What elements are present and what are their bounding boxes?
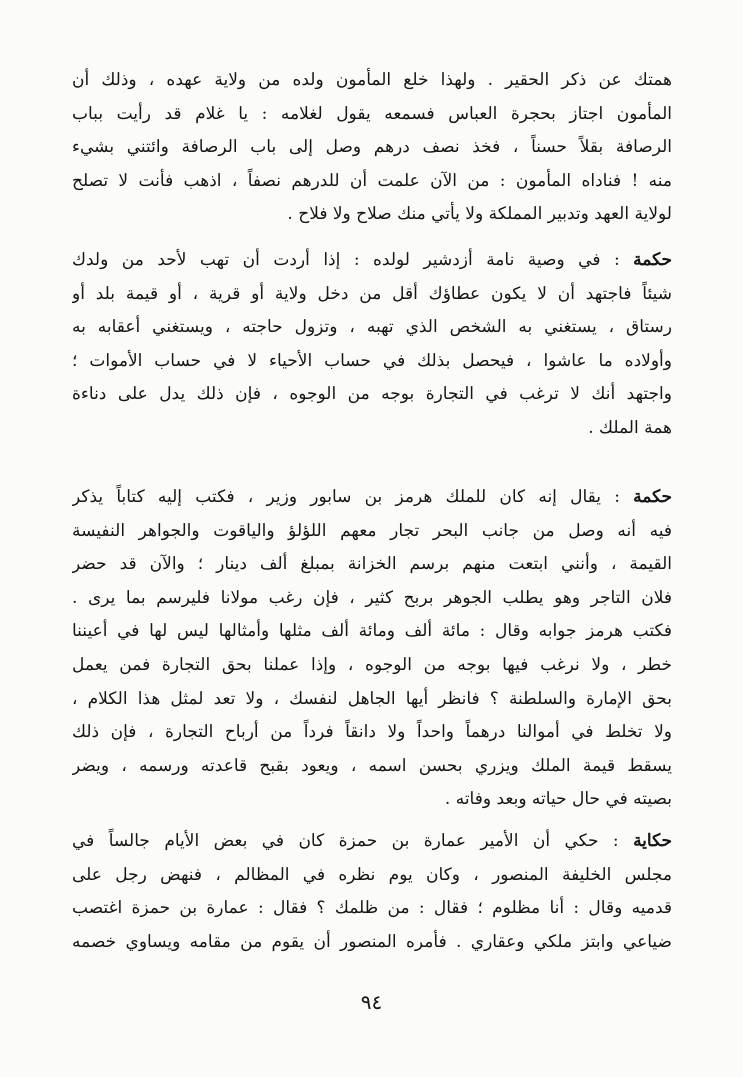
text-line: وأولاده ما عاشوا ، فيحصل بذلك في حساب الأحياء لا في حساب الأموات ؛	[72, 350, 672, 371]
text-line	[72, 481, 672, 515]
text-line: قدميه وقال : أنا مظلوم ؛ فقال : من ظلمك ؟ فقال : عمارة بن حمزة اغتصب	[72, 898, 672, 919]
section-heading: حكمة	[633, 487, 672, 507]
text-run: : في وصية نامة أزدشير لولده : إذا أردت أن تهب لأحد من ولدك	[72, 250, 634, 270]
text-line: بحق الإمارة والسلطنة ؟ فانظر أيها الجاهل لنفسك ، ولا تعد لمثل هذا الكلام ،	[72, 688, 672, 709]
text-line	[72, 244, 672, 278]
paragraph-3	[72, 481, 672, 817]
text-line: فيه أنه وصل من جانب البحر تجار معهم اللؤلؤ والياقوت والجواهر النفيسة	[72, 520, 672, 541]
text-line: ضياعي وابتز ملكي وعقاري . فأمره المنصور أن يقوم من مقامه ويساوي خصمه	[72, 931, 672, 952]
text-run: : يقال إنه كان للملك هرمز بن سابور وزير ، فكتب إليه كتاباً يذكر	[72, 487, 634, 507]
section-heading: حكمة	[633, 250, 672, 270]
text-line: الرصافة بقلاً حسناً ، فخذ نصف درهم وصل إلى باب الرصافة وائتني بشيء	[72, 137, 672, 158]
text-line: المأمون اجتاز بحجرة العباس فسمعه يقول لغلامه : يا غلام قد رأيت بباب	[72, 103, 672, 124]
text-line: شيئاً فاجتهد أن لا يكون عطاؤك أقل من دخل ولاية أو قرية ، أو قيمة بلد أو	[72, 283, 672, 304]
text-run: : حكي أن الأمير عمارة بن حمزة كان في بعض الأيام جالساً في	[72, 831, 634, 851]
text-line: همتك عن ذكر الحقير . ولهذا خلع المأمون ولده من ولاية عهده ، وذلك أن	[72, 70, 672, 90]
paragraph-4	[72, 825, 672, 959]
text-line: فكتب هرمز جوابه وقال : مائة ألف ومائة ألف مثلها وأمثالها ليس لها في أعيننا	[72, 621, 672, 642]
paragraph-2	[72, 244, 672, 446]
text-line: همة الملك .	[588, 417, 672, 438]
text-line	[72, 825, 672, 859]
text-line: منه ! فناداه المأمون : من الآن علمت أن للدرهم نصفاً ، اذهب فأنت لا تصلح	[72, 170, 672, 191]
text-line: بصيته في حال حياته وبعد وفاته .	[444, 789, 672, 810]
section-heading: حكاية	[633, 831, 672, 851]
text-line: يسقط قيمة الملك ويزري بحسن اسمه ، ويعود بقبح قاعدته ورسمه ، ويضر	[72, 755, 672, 776]
text-line: القيمة ، وأنني ابتعت منهم برسم الخزانة بمبلغ ألف دينار ؛ والآن قد حضر	[72, 554, 672, 575]
text-line: واجتهد أنك لا ترغب في التجارة بوجه من الوجوه ، فإن ذلك يدل على دناءة	[72, 384, 672, 405]
text-line: ولا تخلط في أموالنا درهماً واحداً ولا دانقاً فرداً من أرباح التجارة ، فإن ذلك	[72, 722, 672, 743]
page-number: ٩٤	[360, 990, 383, 1014]
text-line: خطر ، ولا نرغب فيها بوجه من الوجوه ، وإذا عملنا بحق التجارة فمن يعمل	[72, 654, 672, 675]
text-line: مجلس الخليفة المنصور ، وكان يوم نظره في المظالم ، فنهض رجل على	[72, 864, 672, 885]
text-line: رستاق ، يستغني به الشخص الذي تهبه ، وتزول حاجته ، ويستغني أعقابه به	[72, 317, 672, 338]
text-line: فلان التاجر وهو يطلب الجوهر بربح كثير ، فإن رغب مولانا فليرسم بما يرى .	[72, 587, 672, 608]
paragraph-1	[72, 64, 672, 232]
text-line: لولاية العهد وتدبير المملكة ولا يأتي منك صلاح ولا فلاح .	[287, 204, 672, 225]
